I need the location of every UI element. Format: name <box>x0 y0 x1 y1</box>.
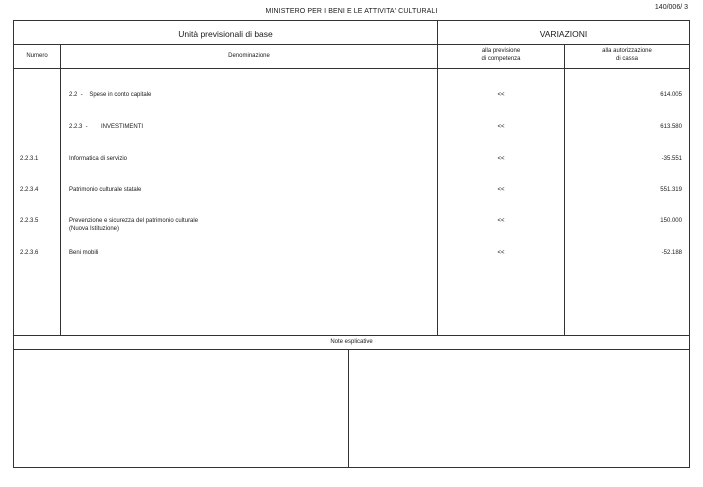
table-row-numero: 2.2.3.4 <box>20 187 39 193</box>
table-row-denominazione: Beni mobili <box>69 250 99 256</box>
table-row-cassa: -35.551 <box>661 156 682 162</box>
column-header-competenza-line2: di competenza <box>481 56 521 62</box>
table-row-cassa: 150.000 <box>660 218 682 224</box>
table-row-cassa: 613.580 <box>660 124 682 130</box>
column-header-denominazione: Denominazione <box>228 53 270 59</box>
rule-under-column-headers <box>13 68 690 69</box>
page-reference: 140/006/ 3 <box>654 4 688 11</box>
rule-numero-col <box>60 44 61 335</box>
table-row-cassa: 614.005 <box>660 92 682 98</box>
group-header-variazioni: VARIAZIONI <box>539 29 588 39</box>
table-row-competenza: << <box>497 218 505 224</box>
table-row-denominazione: 2.2 - Spese in conto capitale <box>69 92 152 98</box>
table-row-denominazione: Informatica di servizio <box>69 156 128 162</box>
column-header-numero: Numero <box>26 53 48 59</box>
table-row-cassa: 551.319 <box>660 187 682 193</box>
rule-under-group-headers <box>13 44 690 45</box>
column-header-cassa-line2: di cassa <box>615 56 638 62</box>
table-row-competenza: << <box>497 250 505 256</box>
ministry-title: MINISTERO PER I BENI E LE ATTIVITA' CULTURALI <box>265 8 438 15</box>
table-row-numero: 2.2.3.5 <box>20 218 39 224</box>
column-header-cassa-line1: alla autorizzazione <box>602 48 652 54</box>
rule-above-notes <box>13 335 690 336</box>
table-row-competenza: << <box>497 92 505 98</box>
table-row-denominazione: Patrimonio culturale statale <box>69 187 142 193</box>
table-row-competenza: << <box>497 124 505 130</box>
table-row-numero: 2.2.3.6 <box>20 250 39 256</box>
table-row-denominazione: Prevenzione e sicurezza del patrimonio culturale <box>69 218 199 224</box>
notes-title: Note esplicative <box>330 339 373 345</box>
notes-right-panel <box>349 350 689 467</box>
table-row-numero: 2.2.3.1 <box>20 156 39 162</box>
table-row-denominazione: 2.2.3 - INVESTIMENTI <box>69 124 144 130</box>
table-row-competenza: << <box>497 187 505 193</box>
rule-variazioni-group <box>437 20 438 335</box>
group-header-upb: Unità previsionali di base <box>178 29 273 39</box>
table-row-denominazione-note: (Nuova Istituzione) <box>69 226 120 232</box>
notes-left-panel <box>14 350 348 467</box>
table-row-competenza: << <box>497 156 505 162</box>
table-row-cassa: -52.188 <box>661 250 682 256</box>
column-header-competenza-line1: alla previsione <box>481 48 521 54</box>
